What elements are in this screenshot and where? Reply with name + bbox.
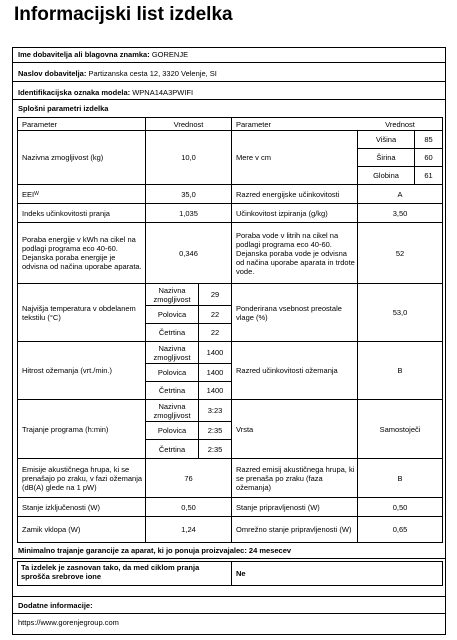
temperature-label: Najvišja temperatura v obdelanem tekstilu (°C)	[22, 303, 136, 322]
spin-rated-label: Nazivna zmogljivost	[153, 343, 191, 362]
duration-rated-label: Nazivna zmogljivost	[153, 401, 191, 420]
divider	[13, 596, 445, 597]
model-value: WPNA14A3PWIFI	[132, 88, 194, 97]
silver-ions-label: Ta izdelek je zasnovan tako, da med ciklom pranja sprošča srebrove ione	[21, 563, 200, 581]
off-mode-label: Stanje izključenosti (W)	[22, 502, 100, 512]
temp-half-label: Polovica	[157, 310, 187, 319]
duration-half-label: Polovica	[157, 426, 187, 435]
wash-index-value: 1,035	[179, 208, 198, 218]
spin-quarter-value: 1400	[206, 386, 224, 395]
standby-value: 0,50	[392, 502, 408, 512]
capacity-value: 10,0	[181, 153, 196, 162]
supplier-name-label: Ime dobavitelja ali blagovna znamka:	[18, 50, 150, 59]
dims-label: Mere v cm	[236, 153, 272, 162]
eei-label: EEI	[22, 189, 35, 199]
depth-value: 61	[424, 171, 433, 180]
network-standby-label: Omrežno stanje pripravljenosti (W)	[236, 525, 352, 534]
noise-class-value: B	[397, 473, 403, 483]
eei-subscript: W	[34, 191, 39, 197]
depth-label: Globina	[373, 171, 399, 180]
temp-rated-value: 29	[210, 290, 220, 299]
eei-value: 35,0	[181, 189, 196, 199]
additional-info-url[interactable]: https://www.gorenjegroup.com	[18, 618, 119, 627]
moisture-value: 53,0	[392, 308, 408, 317]
duration-quarter-value: 2:35	[207, 444, 223, 454]
delay-start-value: 1,24	[181, 525, 196, 534]
width-label: Širina	[376, 153, 396, 162]
noise-class-label: Razred emisij akustičnega hrupa, ki se prenaša po zraku (faza ožemanja)	[236, 464, 355, 492]
type-label: Vrsta	[236, 424, 254, 434]
header-value: Vrednost	[173, 119, 204, 129]
additional-info-label: Dodatne informacije:	[18, 601, 93, 610]
model-label: Identifikacijska oznaka modela:	[18, 88, 131, 97]
height-label: Višina	[375, 135, 397, 144]
temp-quarter-value: 22	[210, 328, 220, 337]
standby-label: Stanje pripravljenosti (W)	[236, 502, 320, 512]
off-mode-value: 0,50	[181, 502, 196, 512]
spin-class-label: Razred učinkovitosti ožemanja	[236, 366, 338, 375]
spin-half-value: 1400	[206, 368, 224, 377]
water-consumption-value: 52	[395, 248, 405, 258]
supplier-address-value: Partizanska cesta 12, 3320 Velenje, SI	[88, 69, 217, 78]
header-param-2: Parameter	[236, 119, 272, 129]
moisture-label: Ponderirana vsebnost preostale vlage (%)	[236, 303, 342, 322]
divider	[13, 613, 445, 614]
duration-quarter-label: Četrtina	[158, 444, 186, 454]
wash-index-label: Indeks učinkovitosti pranja	[22, 208, 110, 218]
spin-half-label: Polovica	[157, 368, 187, 377]
temp-half-value: 22	[210, 310, 220, 319]
section-general-heading: Splošni parametri izdelka	[18, 104, 109, 113]
spin-label: Hitrost ožemanja (vrt./min.)	[22, 366, 113, 375]
silver-ions-value: Ne	[236, 569, 246, 578]
warranty-value: 24 mesecev	[248, 546, 292, 555]
noise-value: 76	[184, 473, 193, 483]
energy-consumption-value: 0,346	[179, 248, 198, 258]
duration-label: Trajanje programa (h:min)	[22, 424, 109, 434]
network-standby-value: 0,65	[392, 525, 408, 534]
duration-half-value: 2:35	[207, 426, 223, 435]
supplier-name-value: GORENJE	[151, 50, 189, 59]
capacity-label: Nazivna zmogljivost (kg)	[22, 153, 104, 162]
noise-label: Emisije akustičnega hrupa, ki se prenašajo po zraku, v fazi ožemanja (dB(A) glede na 1 pW)	[22, 464, 143, 492]
spin-rated-value: 1400	[206, 348, 224, 357]
supplier-address-label: Naslov dobavitelja:	[18, 69, 87, 78]
header-value-2: Vrednost	[385, 119, 415, 129]
height-value: 85	[424, 135, 433, 144]
warranty-label: Minimalno trajanje garancije za aparat, ki jo ponuja proizvajalec:	[18, 546, 247, 555]
temp-quarter-label: Četrtina	[158, 328, 186, 337]
energy-consumption-label: Poraba energije v kWh na cikel na podlagi programa eco 40-60. Dejanska poraba energije je odvisna od načina uporabe aparata.	[22, 235, 142, 271]
delay-start-label: Zamik vklopa (W)	[22, 525, 81, 534]
duration-rated-value: 3:23	[207, 406, 223, 415]
temp-rated-label: Nazivna zmogljivost	[153, 285, 191, 304]
page-title: Informacijski list izdelka	[14, 4, 233, 25]
energy-class-value: A	[397, 189, 403, 199]
spin-class-value: B	[397, 366, 403, 375]
water-consumption-label: Poraba vode v litrih na cikel na podlagi programa eco 40-60. Dejanska poraba vode je odvisna od načina uporabe aparata in trdote vode.	[236, 230, 355, 276]
header-param: Parameter	[22, 119, 58, 129]
type-value: Samostoječi	[379, 424, 421, 434]
width-value: 60	[424, 153, 433, 162]
spin-quarter-label: Četrtina	[158, 386, 186, 395]
energy-class-label: Razred energijske učinkovitosti	[236, 189, 340, 199]
rinse-value: 3,50	[392, 208, 408, 218]
rinse-label: Učinkovitost izpiranja (g/kg)	[236, 208, 328, 218]
